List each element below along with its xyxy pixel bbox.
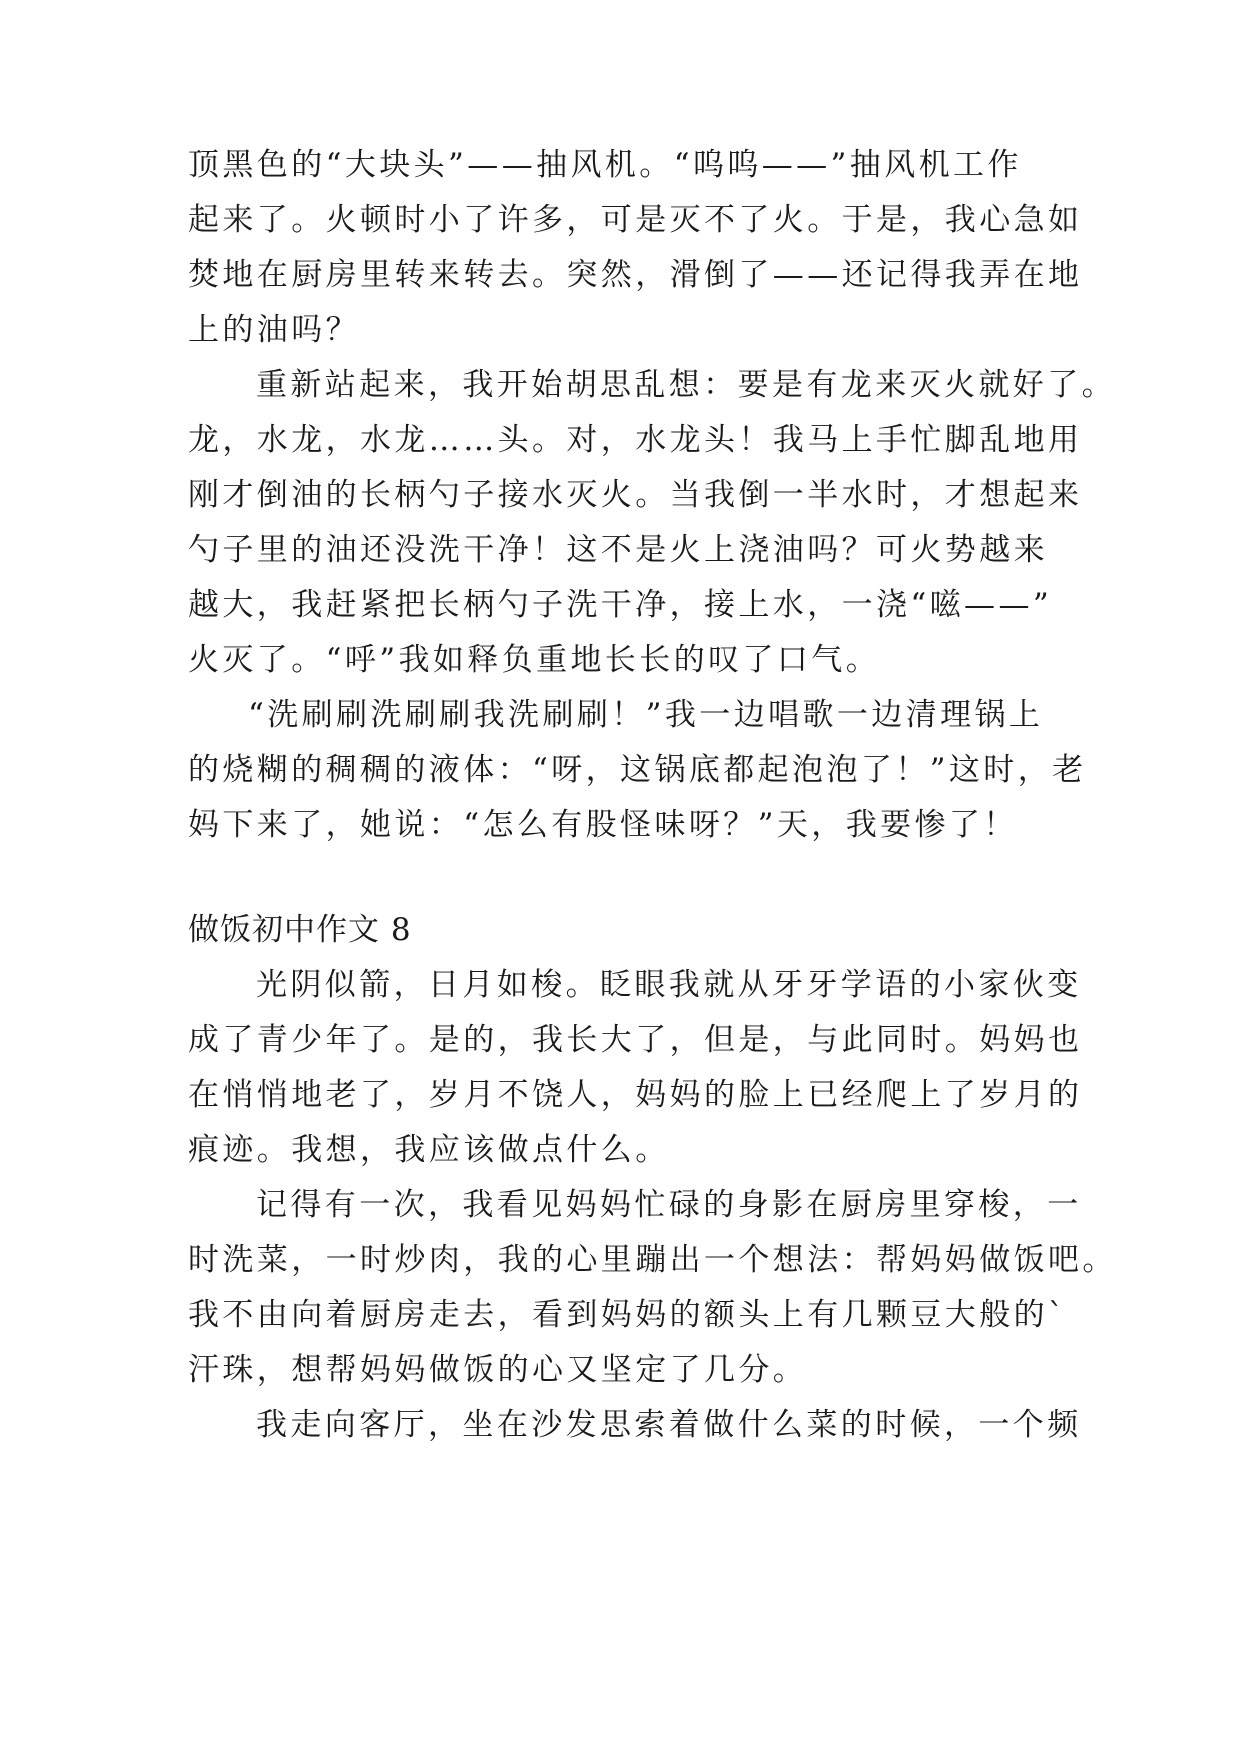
text-line: 龙，水龙，水龙……头。对，水龙头！我马上手忙脚乱地用 [188,422,1083,458]
text-line: 我不由向着厨房走去，看到妈妈的额头上有几颗豆大般的` [188,1297,1067,1333]
text-line: 火灭了。“呼”我如释负重地长长的叹了口气。 [188,642,881,678]
text-line: 汗珠，想帮妈妈做饭的心又坚定了几分。 [188,1352,808,1388]
text-line: 越大，我赶紧把长柄勺子洗干净，接上水，一浇“嗞——” [188,587,1053,623]
text-line: 痕迹。我想，我应该做点什么。 [188,1132,670,1168]
text-line: 勺子里的油还没洗干净！这不是火上浇油吗？可火势越来 [188,532,1048,568]
text-line: 重新站起来，我开始胡思乱想：要是有龙来灭火就好了。 [256,367,1116,403]
text-line: 上的油吗？ [188,312,360,348]
text-line: 光阴似箭，日月如梭。眨眼我就从牙牙学语的小家伙变 [256,967,1082,1003]
section-title: 做饭初中作文 8 [188,912,412,948]
text-line: 顶黑色的“大块头”——抽风机。“呜呜——”抽风机工作 [188,147,1022,183]
text-line: 的烧糊的稠稠的液体：“呀，这锅底都起泡泡了！”这时，老 [188,752,1087,788]
text-line: 时洗菜，一时炒肉，我的心里蹦出一个想法：帮妈妈做饭吧。 [188,1242,1117,1278]
text-line: “洗刷刷洗刷刷我洗刷刷！”我一边唱歌一边清理锅上 [248,697,1044,733]
text-line: 刚才倒油的长柄勺子接水灭火。当我倒一半水时，才想起来 [188,477,1083,513]
text-line: 我走向客厅，坐在沙发思索着做什么菜的时候，一个频 [256,1407,1082,1443]
text-line: 妈下来了，她说：“怎么有股怪味呀？”天，我要惨了！ [188,807,1018,843]
text-line: 成了青少年了。是的，我长大了，但是，与此同时。妈妈也 [188,1022,1083,1058]
text-line: 记得有一次，我看见妈妈忙碌的身影在厨房里穿梭，一 [256,1187,1082,1223]
text-line: 在悄悄地老了，岁月不饶人，妈妈的脸上已经爬上了岁月的 [188,1077,1083,1113]
text-line: 起来了。火顿时小了许多，可是灭不了火。于是，我心急如 [188,202,1083,238]
text-line: 焚地在厨房里转来转去。突然，滑倒了——还记得我弄在地 [188,257,1083,293]
